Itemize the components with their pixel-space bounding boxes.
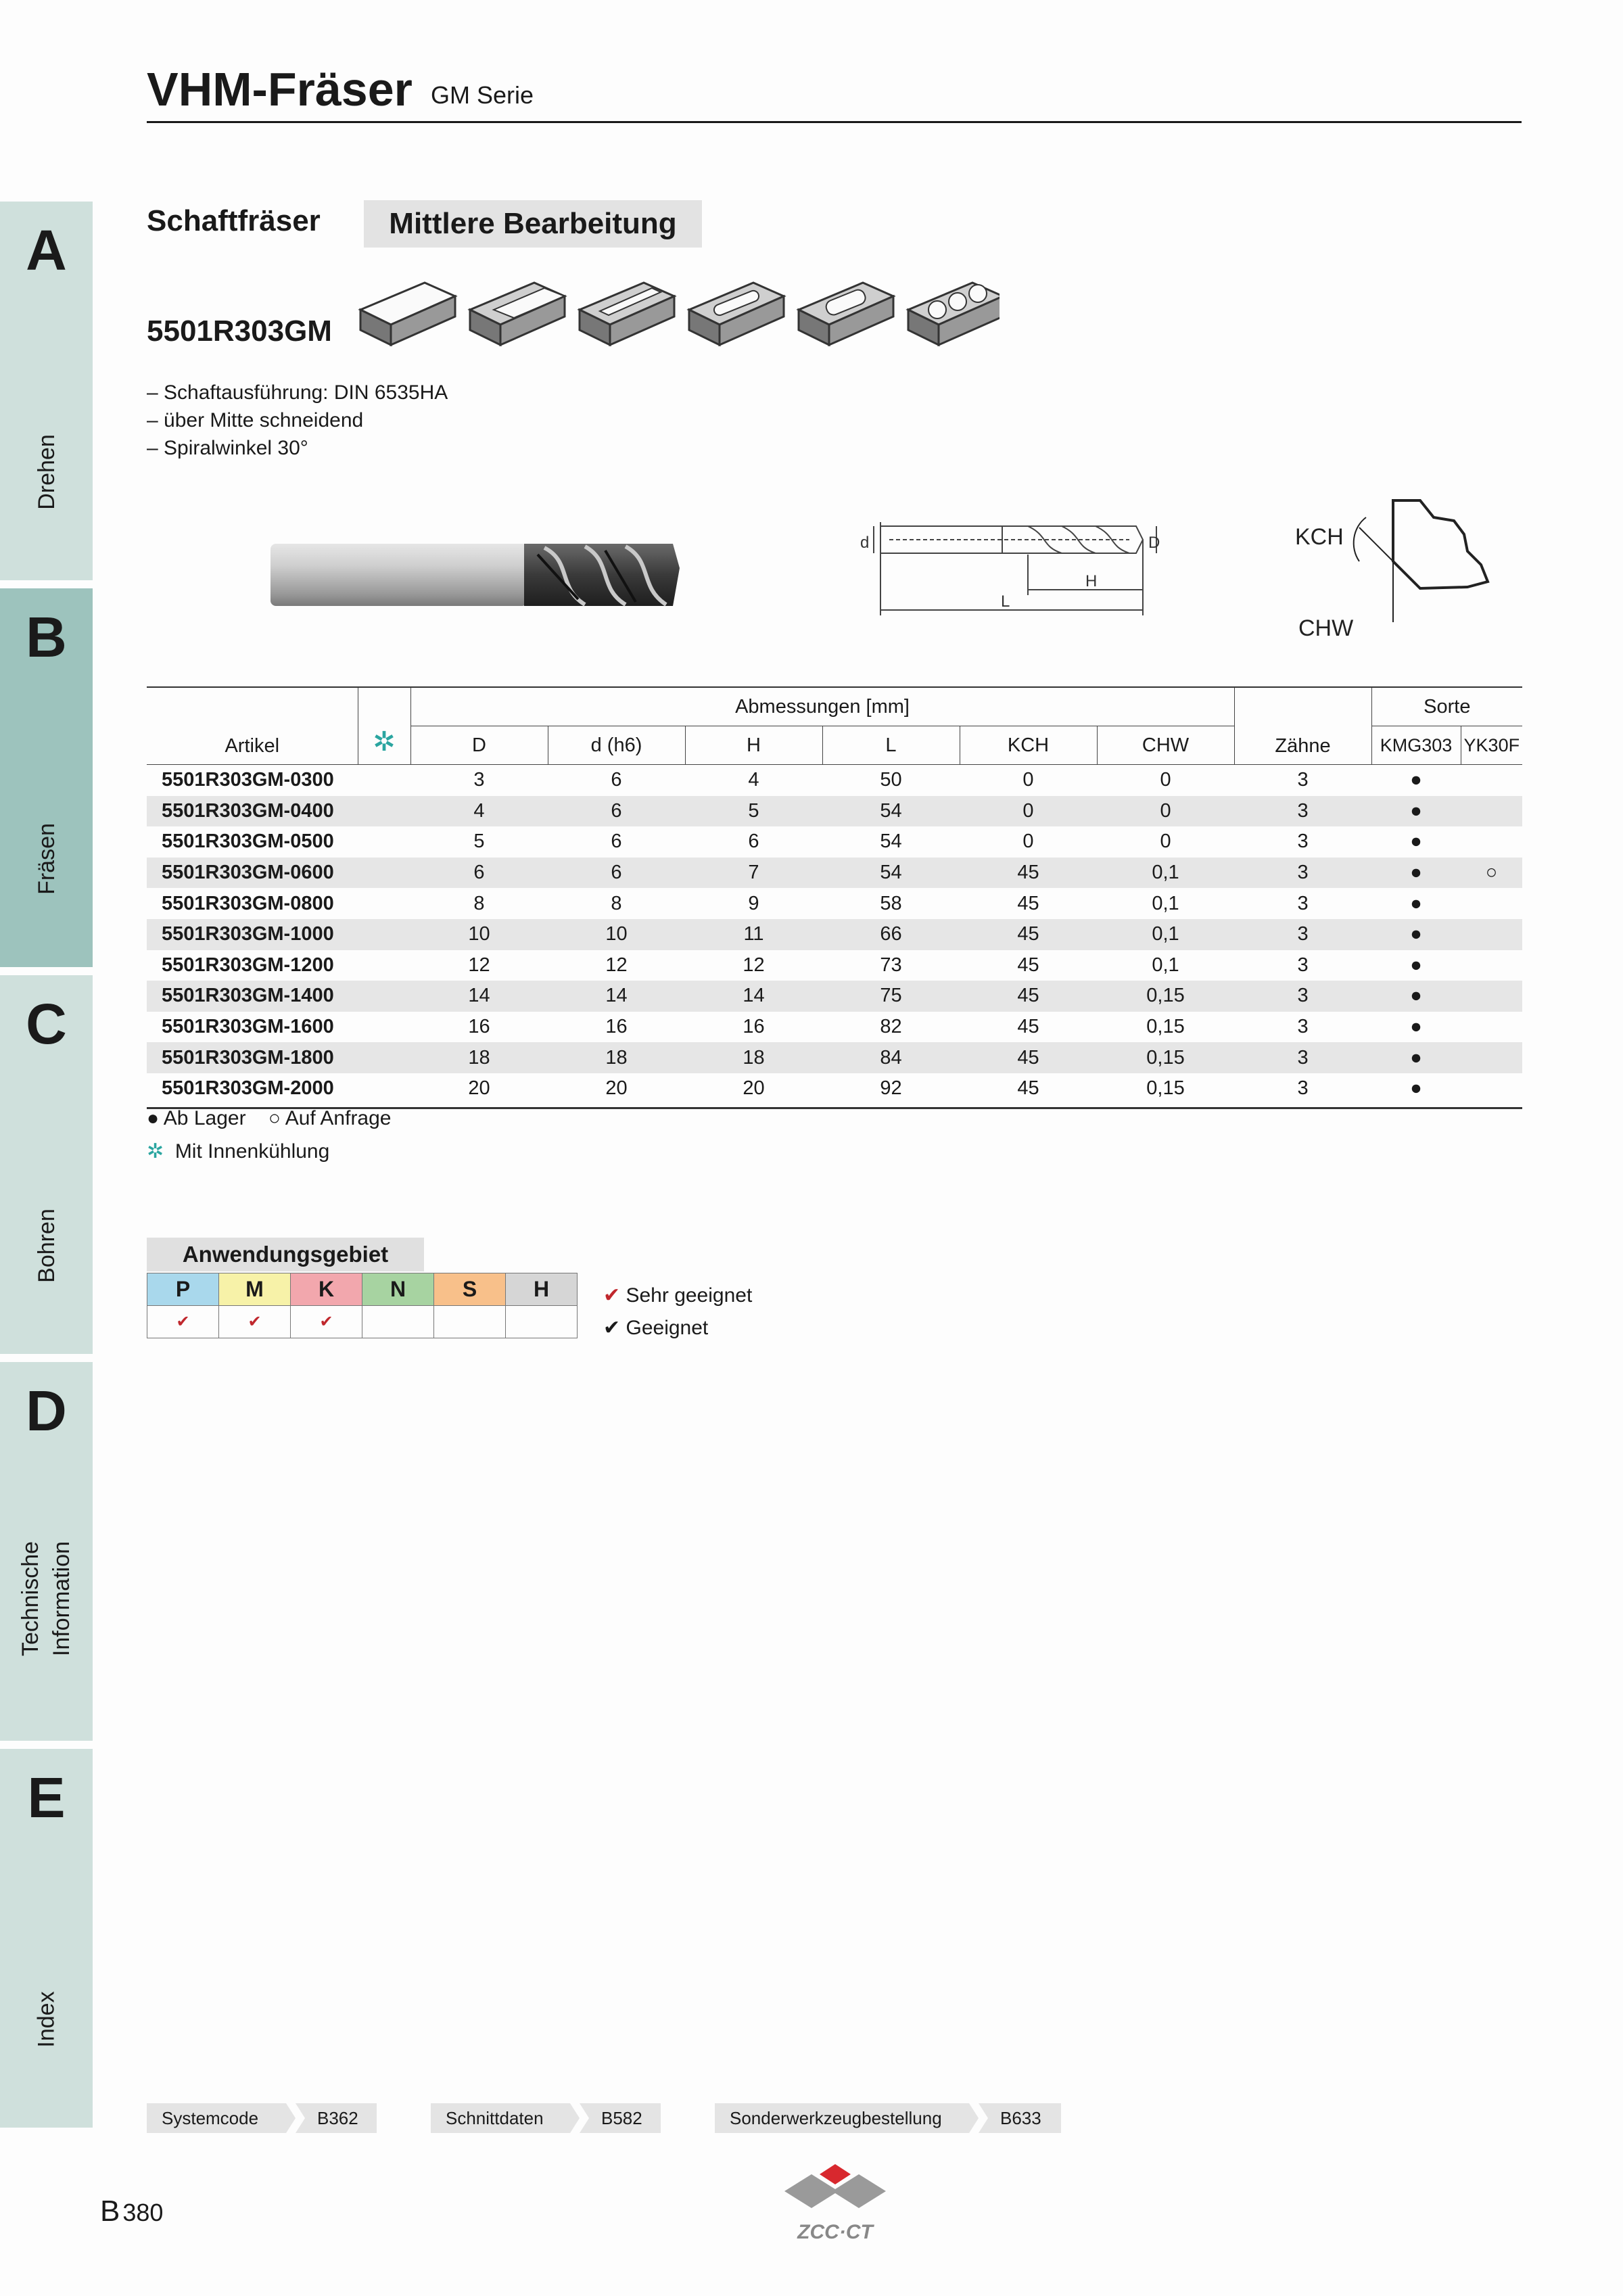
- cell-kmg: ●: [1371, 858, 1461, 889]
- cell-H: 7: [685, 858, 822, 889]
- cell-yk: [1461, 950, 1522, 981]
- cell-coolant: [358, 858, 410, 889]
- cell-CHW: 0: [1097, 796, 1234, 827]
- cell-zaehne: 3: [1297, 892, 1309, 914]
- table-row: [147, 919, 1522, 950]
- cell-d: 6: [611, 830, 622, 853]
- header-kmg303: KMG303: [1371, 726, 1461, 765]
- application-table: [147, 1273, 578, 1338]
- cell-kmg: ●: [1371, 919, 1461, 950]
- chw-label: CHW: [1298, 615, 1354, 641]
- cell-kmg: ●: [1410, 1016, 1422, 1038]
- cell-D: 18: [410, 1042, 548, 1073]
- cell-coolant: [358, 888, 410, 919]
- cell-H: 4: [748, 769, 759, 791]
- cell-H: 5: [685, 796, 822, 827]
- cell-L: 54: [822, 796, 960, 827]
- cell-artikel: 5501R303GM-1600: [162, 1016, 334, 1038]
- cell-L: 92: [880, 1077, 902, 1100]
- tab-label: Drehen: [33, 434, 60, 510]
- cell-KCH: 45: [1017, 954, 1039, 976]
- material-mark: [362, 1306, 434, 1338]
- ref-schnittdaten[interactable]: [431, 2103, 661, 2133]
- cell-L: 58: [880, 892, 902, 914]
- cell-H: 16: [743, 1016, 765, 1038]
- suitable-check-icon: ✔: [603, 1317, 621, 1339]
- material-mark: ✔: [147, 1306, 219, 1338]
- material-group-s: S: [434, 1273, 506, 1306]
- cell-KCH: 0: [1022, 830, 1034, 853]
- cell-zaehne: 3: [1297, 954, 1309, 976]
- cell-D: 4: [410, 796, 548, 827]
- ref-label: Schnittdaten: [446, 2107, 544, 2128]
- header-zaehne: Zähne: [1234, 687, 1371, 765]
- material-group-m: M: [219, 1273, 291, 1306]
- legend-innenkuehlung: Mit Innenkühlung: [174, 1140, 330, 1163]
- cell-artikel: 5501R303GM-1800: [147, 1042, 358, 1073]
- table-row: [147, 950, 1522, 981]
- cell-artikel: 5501R303GM-1000: [147, 919, 358, 950]
- ref-page: B582: [601, 2107, 642, 2128]
- suitability-legend: [603, 1280, 752, 1344]
- cell-yk: ○: [1461, 858, 1522, 889]
- cell-coolant: [358, 796, 410, 827]
- feature-item: – über Mitte schneidend: [147, 409, 364, 431]
- legend-sehr-geeignet: Sehr geeignet: [626, 1284, 753, 1307]
- coolant-icon: ✲: [147, 1140, 164, 1163]
- cell-D: 8: [473, 892, 485, 914]
- tab-bohren[interactable]: [0, 975, 93, 1354]
- material-group-n: N: [362, 1273, 434, 1306]
- cell-L: 54: [880, 830, 902, 853]
- cell-yk: [1461, 919, 1522, 950]
- section-letter: B: [100, 2195, 120, 2228]
- cell-CHW: 0,15: [1097, 981, 1234, 1012]
- cell-d: 8: [611, 892, 622, 914]
- cell-H: 14: [685, 981, 822, 1012]
- cell-artikel: 5501R303GM-1200: [162, 954, 334, 976]
- table-row: [147, 1042, 1522, 1073]
- cell-KCH: 45: [1017, 1016, 1039, 1038]
- material-group-p: P: [147, 1273, 219, 1306]
- cell-D: 6: [410, 858, 548, 889]
- table-row: [147, 826, 1522, 858]
- header-sorte: Sorte: [1371, 687, 1522, 726]
- cell-KCH: 45: [960, 1042, 1097, 1073]
- pocket-milling-icon: [799, 283, 893, 345]
- table-row: [147, 1073, 1522, 1104]
- material-mark: [506, 1306, 578, 1338]
- table-row: [147, 981, 1522, 1012]
- header-abmessungen: Abmessungen [mm]: [410, 687, 1234, 726]
- legend-geeignet: Geeignet: [626, 1317, 709, 1339]
- cell-L: 50: [880, 769, 902, 791]
- cell-coolant: [358, 1042, 410, 1073]
- cell-D: 20: [468, 1077, 490, 1100]
- ref-sonderwerkzeugbestellung[interactable]: [715, 2103, 1061, 2133]
- zcc-ct-logo: [778, 2161, 893, 2249]
- cell-zaehne: 3: [1297, 1077, 1309, 1100]
- tab-letter: C: [26, 992, 67, 1056]
- cell-H: 6: [748, 830, 759, 853]
- logo-text: ZCC·CT: [797, 2221, 873, 2243]
- cell-H: 9: [748, 892, 759, 914]
- stock-legend: [147, 1107, 392, 1130]
- cell-D: 16: [468, 1016, 490, 1038]
- dimension-drawing: [825, 514, 1177, 636]
- cell-kmg: ●: [1410, 954, 1422, 976]
- cell-D: 14: [410, 981, 548, 1012]
- cell-CHW: 0: [1160, 769, 1171, 791]
- cell-KCH: 45: [960, 919, 1097, 950]
- cell-artikel: 5501R303GM-0400: [147, 796, 358, 827]
- header-d: d (h6): [548, 726, 685, 765]
- header-D: D: [410, 726, 548, 765]
- material-mark: ✔: [291, 1306, 362, 1338]
- application-title: Anwendungsgebiet: [147, 1238, 424, 1271]
- cell-coolant: [358, 950, 410, 981]
- cell-d: 6: [548, 858, 685, 889]
- table-row: [147, 765, 1522, 796]
- chamfer-detail-drawing: [1285, 487, 1515, 649]
- cell-d: 20: [605, 1077, 628, 1100]
- cell-d: 12: [605, 954, 628, 976]
- cell-yk: [1461, 826, 1522, 858]
- tab-label: Bohren: [33, 1209, 60, 1283]
- table-row: [147, 796, 1522, 827]
- series-label: GM Serie: [431, 81, 534, 109]
- tab-label: Technische Information: [18, 1541, 75, 1657]
- cell-zaehne: 3: [1234, 858, 1371, 889]
- cell-d: 6: [611, 769, 622, 791]
- cell-artikel: 5501R303GM-1400: [147, 981, 358, 1012]
- machining-badge: Mittlere Bearbeitung: [364, 200, 702, 248]
- cell-zaehne: 3: [1234, 981, 1371, 1012]
- cell-H: 18: [685, 1042, 822, 1073]
- tab-letter: B: [26, 605, 67, 669]
- cell-L: 75: [822, 981, 960, 1012]
- feature-list: [147, 379, 448, 462]
- cell-L: 66: [822, 919, 960, 950]
- ref-label: Sonderwerkzeugbestellung: [730, 2107, 942, 2128]
- header-rule: [147, 121, 1522, 123]
- cell-coolant: [358, 826, 410, 858]
- cell-kmg: ●: [1410, 1077, 1422, 1100]
- pocket-slot-icon: [689, 283, 784, 345]
- cell-H: 12: [743, 954, 765, 976]
- cell-yk: [1461, 981, 1522, 1012]
- cell-zaehne: 3: [1234, 796, 1371, 827]
- tab-label: Fräsen: [33, 823, 60, 895]
- cell-d: 6: [548, 796, 685, 827]
- chevron-right-icon: [966, 2103, 989, 2133]
- legend-ab-lager: ● Ab Lager: [147, 1107, 246, 1129]
- feature-item: – Schaftausführung: DIN 6535HA: [147, 381, 448, 404]
- chevron-right-icon: [567, 2103, 590, 2133]
- ref-label: Systemcode: [162, 2107, 259, 2128]
- header-H: H: [685, 726, 822, 765]
- cell-KCH: 0: [1022, 769, 1034, 791]
- cell-CHW: 0,15: [1146, 1016, 1185, 1038]
- tab-technische-information[interactable]: [0, 1362, 93, 1741]
- kch-label: KCH: [1295, 524, 1344, 550]
- page-number: [100, 2195, 163, 2228]
- coolant-icon: ✲: [358, 687, 410, 765]
- cell-D: 12: [468, 954, 490, 976]
- material-mark: [434, 1306, 506, 1338]
- cell-CHW: 0,1: [1152, 954, 1179, 976]
- cell-d: 10: [548, 919, 685, 950]
- cell-d: 14: [548, 981, 685, 1012]
- cell-zaehne: 3: [1234, 919, 1371, 950]
- tab-label: Index: [33, 1991, 60, 2048]
- material-group-k: K: [291, 1273, 362, 1306]
- cell-KCH: 45: [960, 981, 1097, 1012]
- cell-coolant: [358, 765, 410, 796]
- tab-drehen[interactable]: [0, 202, 93, 580]
- face-milling-icon: [360, 283, 455, 345]
- cell-KCH: 0: [960, 796, 1097, 827]
- cell-coolant: [358, 981, 410, 1012]
- cell-yk: [1461, 1012, 1522, 1043]
- feature-item: – Spiralwinkel 30°: [147, 437, 308, 459]
- shoulder-milling-icon: [470, 283, 565, 345]
- cell-yk: [1461, 888, 1522, 919]
- cell-L: 82: [880, 1016, 902, 1038]
- cell-yk: [1461, 1073, 1522, 1104]
- ref-page: B633: [1000, 2107, 1041, 2128]
- cell-D: 10: [410, 919, 548, 950]
- chevron-right-icon: [283, 2103, 306, 2133]
- cell-D: 5: [473, 830, 485, 853]
- cell-zaehne: 3: [1297, 769, 1309, 791]
- page-num: 380: [122, 2199, 164, 2226]
- cell-coolant: [358, 1073, 410, 1104]
- end-mill-photo: [267, 534, 700, 615]
- cell-yk: [1461, 796, 1522, 827]
- tab-letter: A: [26, 218, 67, 282]
- cell-CHW: 0,1: [1152, 892, 1179, 914]
- cell-CHW: 0,1: [1097, 919, 1234, 950]
- cell-kmg: ●: [1410, 769, 1422, 791]
- cell-yk: [1461, 1042, 1522, 1073]
- table-row: [147, 888, 1522, 919]
- cell-kmg: ●: [1371, 981, 1461, 1012]
- ref-systemcode[interactable]: [147, 2103, 377, 2133]
- cell-L: 84: [822, 1042, 960, 1073]
- dim-D-label: D: [1148, 534, 1160, 552]
- tab-index[interactable]: [0, 1749, 93, 2128]
- table-row: [147, 1012, 1522, 1043]
- cell-artikel: 5501R303GM-2000: [162, 1077, 334, 1100]
- legend-auf-anfrage: ○ Auf Anfrage: [268, 1107, 392, 1129]
- cell-d: 16: [605, 1016, 628, 1038]
- cell-artikel: 5501R303GM-0300: [162, 769, 334, 791]
- article-number: 5501R303GM: [147, 314, 332, 348]
- cell-KCH: 45: [1017, 892, 1039, 914]
- cell-L: 54: [822, 858, 960, 889]
- header-KCH: KCH: [960, 726, 1097, 765]
- tab-letter: D: [26, 1379, 67, 1443]
- cell-zaehne: 3: [1234, 1042, 1371, 1073]
- cell-kmg: ●: [1410, 830, 1422, 853]
- cell-H: 11: [685, 919, 822, 950]
- cell-artikel: 5501R303GM-0600: [147, 858, 358, 889]
- tab-fraesen[interactable]: [0, 588, 93, 967]
- header-artikel: Artikel: [147, 687, 358, 765]
- table-row: [147, 858, 1522, 889]
- very-suitable-check-icon: ✔: [603, 1284, 621, 1307]
- cell-d: 18: [548, 1042, 685, 1073]
- cell-CHW: 0,15: [1146, 1077, 1185, 1100]
- plunge-milling-icon: [908, 283, 999, 345]
- cell-zaehne: 3: [1297, 1016, 1309, 1038]
- page-title: VHM-Fräser: [147, 63, 413, 116]
- cell-zaehne: 3: [1297, 830, 1309, 853]
- dim-H-label: H: [1085, 572, 1098, 590]
- header-yk30f: YK30F: [1461, 726, 1522, 765]
- cell-CHW: 0,1: [1097, 858, 1234, 889]
- tab-letter: E: [27, 1766, 66, 1829]
- coolant-legend: [147, 1140, 329, 1163]
- cell-KCH: 45: [1017, 1077, 1039, 1100]
- cell-coolant: [358, 919, 410, 950]
- section-title: Schaftfräser: [147, 204, 321, 237]
- cell-CHW: 0,15: [1097, 1042, 1234, 1073]
- operation-icons: [357, 269, 999, 350]
- material-group-h: H: [506, 1273, 578, 1306]
- slot-milling-icon: [580, 283, 674, 345]
- article-table-body: [147, 765, 1522, 1104]
- header-L: L: [822, 726, 960, 765]
- cell-D: 3: [473, 769, 485, 791]
- ref-page: B362: [317, 2107, 358, 2128]
- cell-kmg: ●: [1410, 892, 1422, 914]
- cell-CHW: 0: [1160, 830, 1171, 853]
- material-mark: ✔: [219, 1306, 291, 1338]
- cell-kmg: ●: [1371, 796, 1461, 827]
- dim-L-label: L: [1001, 592, 1010, 611]
- dim-d-label: d: [860, 534, 870, 552]
- cell-artikel: 5501R303GM-0800: [162, 892, 334, 914]
- cell-H: 20: [743, 1077, 765, 1100]
- cell-KCH: 45: [960, 858, 1097, 889]
- article-table: [147, 686, 1522, 1104]
- cell-artikel: 5501R303GM-0500: [162, 830, 334, 853]
- cell-coolant: [358, 1012, 410, 1043]
- cell-yk: [1461, 765, 1522, 796]
- header-CHW: CHW: [1097, 726, 1234, 765]
- cell-kmg: ●: [1371, 1042, 1461, 1073]
- cell-L: 73: [880, 954, 902, 976]
